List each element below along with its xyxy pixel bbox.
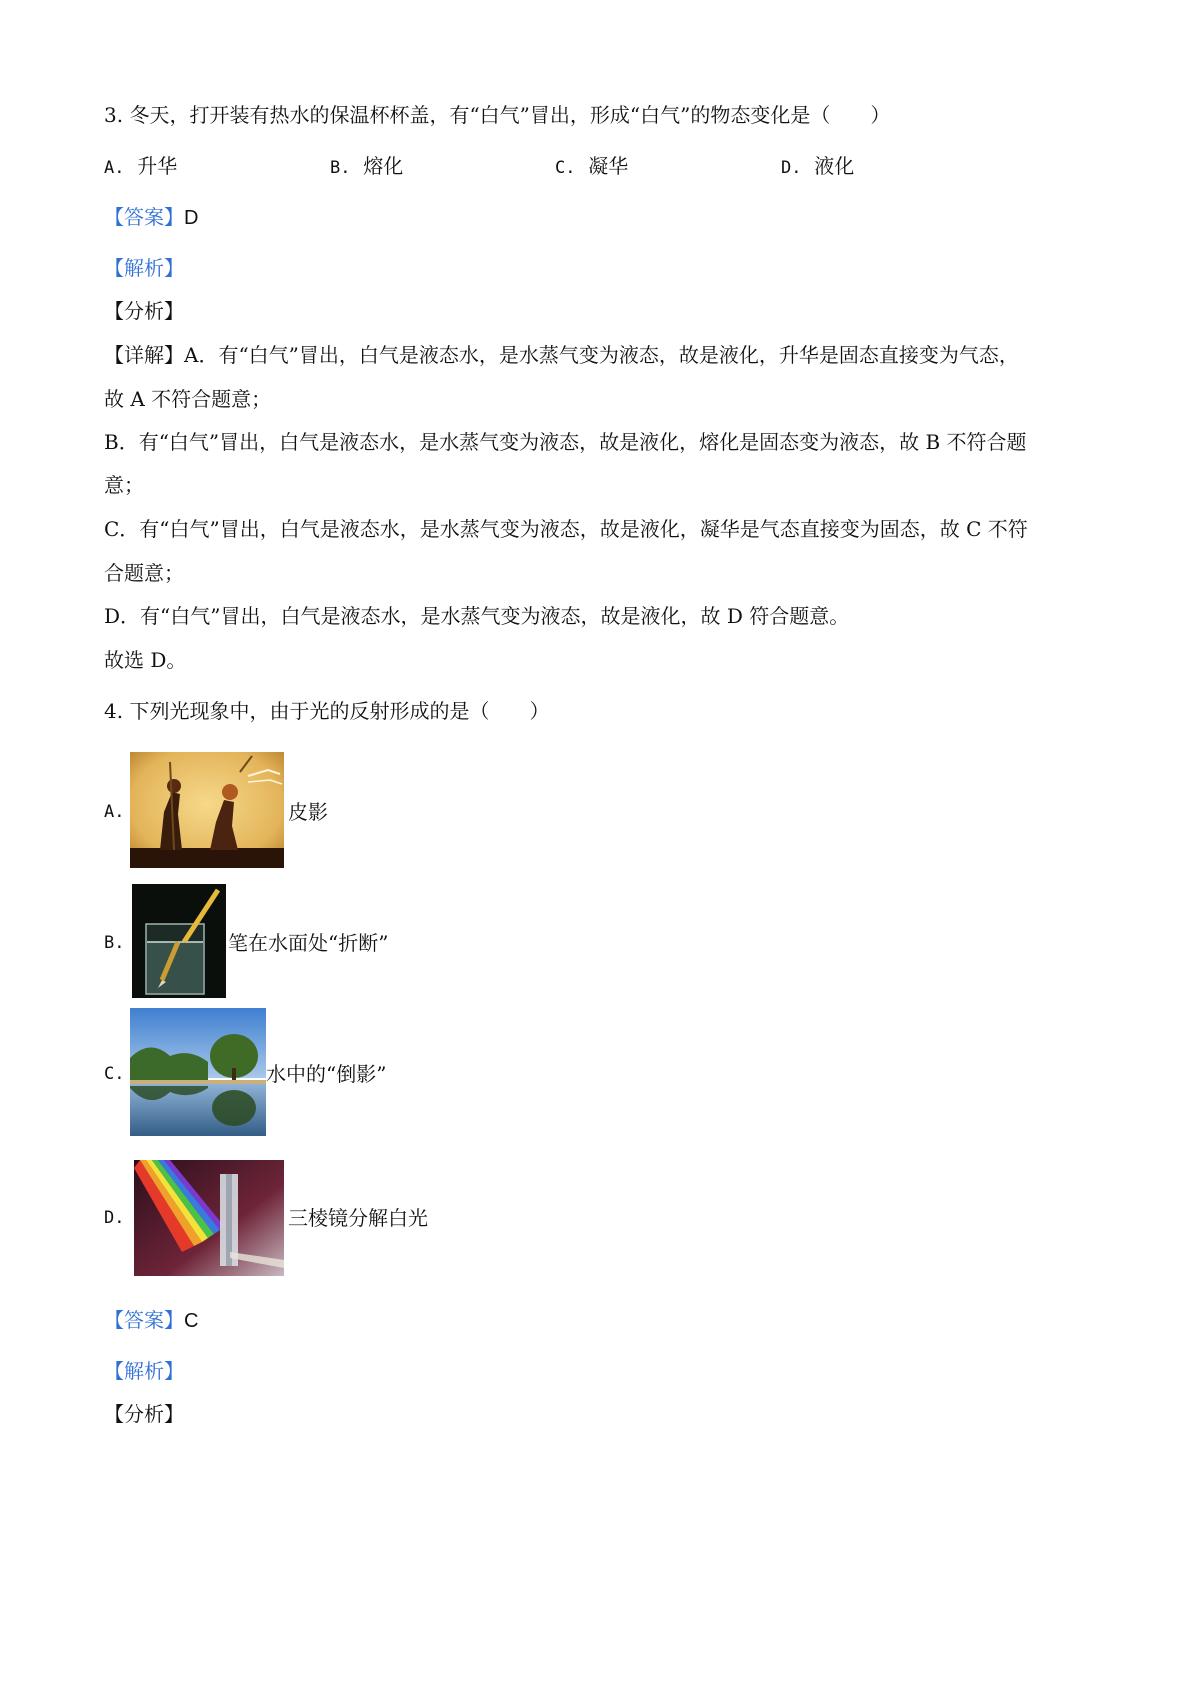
q4-answer — [104, 1306, 198, 1335]
q3-detail-line-1: 【详解】A．有“白气”冒出，白气是液态水，是水蒸气变为液态，故是液化，升华是固态直接变为气态， — [104, 343, 1019, 367]
q4-option-d-caption: 三棱镜分解白光 — [288, 1206, 428, 1230]
q3-option-d: D. 液化 — [781, 154, 855, 178]
q4-option-a-caption: 皮影 — [288, 800, 328, 824]
lake-reflection-photo — [130, 1008, 266, 1136]
q3-detail-line-7: D．有“白气”冒出，白气是液态水，是水蒸气变为液态，故是液化，故 D 符合题意。 — [104, 604, 850, 628]
q3-option-c: C. 凝华 — [555, 154, 629, 178]
q3-detail-line-5: C．有“白气”冒出，白气是液态水，是水蒸气变为液态，故是液化，凝华是气态直接变为固态，故 C 不符 — [104, 517, 1028, 541]
q4-option-c-caption: 水中的“倒影” — [266, 1062, 387, 1086]
q3-detail-line-4: 意； — [104, 473, 144, 497]
q3-detail-line-2: 故 A 不符合题意； — [104, 387, 272, 411]
q3-detail-line-8: 故选 D。 — [104, 648, 187, 672]
q3-fenxi-tag: 【分析】 — [104, 299, 184, 323]
prism-dispersion-photo — [134, 1160, 284, 1276]
answer-tag: 【答案】 — [104, 1308, 184, 1332]
q4-option-a-letter: A. — [104, 802, 125, 822]
answer-tag: 【答案】 — [104, 205, 184, 229]
q3-stem: 3. 冬天，打开装有热水的保温杯杯盖，有“白气”冒出，形成“白气”的物态变化是（ ） — [104, 103, 891, 127]
q4-fenxi-tag: 【分析】 — [104, 1402, 184, 1426]
shadow-puppet-photo — [130, 752, 284, 868]
q3-option-b: B. 熔化 — [330, 154, 404, 178]
q4-stem: 4. 下列光现象中，由于光的反射形成的是（ ） — [104, 699, 550, 723]
q3-detail-line-3: B．有“白气”冒出，白气是液态水，是水蒸气变为液态，故是液化，熔化是固态变为液态，故 B 不符合题 — [104, 430, 1027, 454]
q4-option-d-letter: D. — [104, 1208, 125, 1228]
answer-value: C — [184, 1310, 199, 1332]
answer-value: D — [184, 207, 199, 229]
q3-answer — [104, 203, 198, 232]
q4-analysis-tag: 【解析】 — [104, 1359, 184, 1383]
q3-detail-line-6: 合题意； — [104, 561, 184, 585]
q4-option-b-letter: B. — [104, 933, 125, 953]
q3-analysis-tag: 【解析】 — [104, 256, 184, 280]
q4-option-c-letter: C. — [104, 1064, 125, 1084]
q3-option-a: A. 升华 — [104, 154, 178, 178]
q4-option-b-caption: 笔在水面处“折断” — [228, 931, 389, 955]
pen-in-water-photo — [132, 884, 226, 998]
